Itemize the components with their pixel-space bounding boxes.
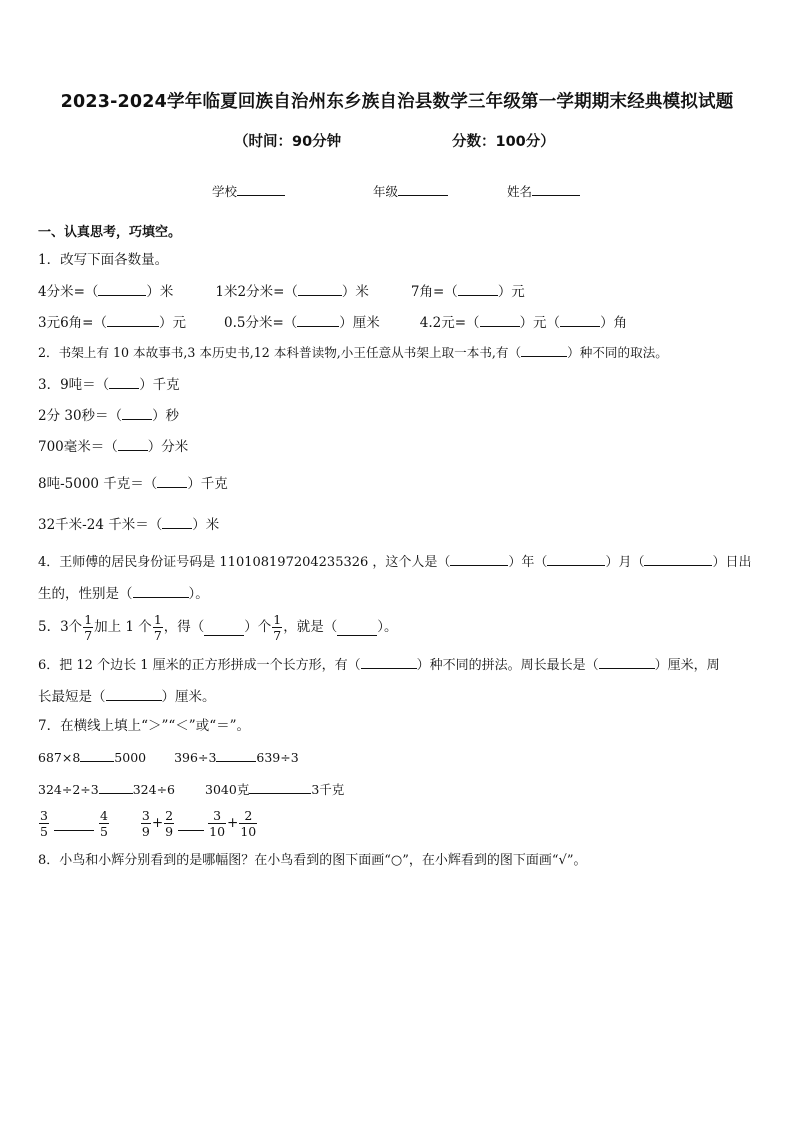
answer-blank[interactable] bbox=[547, 552, 605, 566]
page-title: 2023-2024学年临夏回族自治州东乡族自治县数学三年级第一学期期末经典模拟试题 bbox=[60, 92, 734, 112]
q1-r2-text: ）厘米 bbox=[339, 315, 380, 331]
answer-blank[interactable] bbox=[106, 687, 162, 701]
q1-row2 bbox=[38, 313, 758, 332]
q1-r2-text: 3元6角=（ bbox=[38, 315, 107, 331]
q1-r1-text: 1米2分米=（ bbox=[215, 284, 298, 300]
answer-blank[interactable] bbox=[521, 343, 567, 357]
answer-blank[interactable] bbox=[109, 375, 139, 389]
answer-blank[interactable] bbox=[297, 313, 339, 327]
compare-blank[interactable] bbox=[216, 748, 256, 762]
fraction: $\frac{3}{5}$ bbox=[40, 807, 48, 839]
q6-text: 长最短是（ bbox=[38, 689, 106, 705]
q6-text: ）种不同的拼法。周长最长是（ bbox=[416, 658, 599, 673]
q7-expr: 3千克 bbox=[311, 782, 345, 797]
compare-blank[interactable] bbox=[80, 748, 114, 762]
q1-r2-text: 4.2元=（ bbox=[419, 315, 480, 331]
q7-expr: 324÷6 bbox=[132, 782, 176, 797]
q5 bbox=[38, 607, 758, 647]
answer-blank[interactable] bbox=[133, 584, 189, 598]
school-label: 学校 bbox=[212, 184, 238, 199]
name-label: 姓名 bbox=[507, 184, 533, 199]
answer-blank[interactable] bbox=[157, 474, 187, 488]
fraction: $\frac{2}{10}$ bbox=[240, 807, 257, 839]
q3-text: ）秒 bbox=[152, 408, 180, 424]
q7-expr: 396÷3 bbox=[174, 750, 217, 765]
school-field bbox=[212, 182, 285, 200]
q4-text: ）日出 bbox=[712, 555, 752, 570]
exam-time: （时间：90分钟 bbox=[234, 134, 342, 150]
q7-row1 bbox=[38, 748, 758, 767]
q5-text: ）。 bbox=[377, 619, 398, 635]
plus-sign: + bbox=[227, 815, 239, 831]
q4-line2 bbox=[38, 584, 758, 603]
q6-text: ）厘米，周 bbox=[654, 658, 720, 673]
name-field bbox=[507, 182, 580, 200]
fraction: $\frac{1}{7}$ bbox=[273, 611, 282, 643]
q8: 8．小鸟和小辉分别看到的是哪幅图？在小鸟看到的图下面画“○”，在小辉看到的图下面画“√”。 bbox=[38, 853, 587, 868]
q6-text: ）厘米。 bbox=[161, 689, 216, 705]
fraction: $\frac{4}{5}$ bbox=[99, 807, 108, 839]
answer-blank[interactable] bbox=[599, 655, 655, 669]
q1-r1-text: ）米 bbox=[341, 284, 369, 300]
name-blank[interactable] bbox=[532, 182, 580, 196]
q3-text: 700毫米＝（ bbox=[38, 439, 118, 455]
q5-text: 5．3个 bbox=[38, 619, 83, 635]
answer-blank[interactable] bbox=[298, 282, 342, 296]
q3-line bbox=[38, 474, 758, 493]
q1-r1-text: 4分米=（ bbox=[38, 284, 99, 300]
fraction: $\frac{2}{9}$ bbox=[165, 807, 174, 839]
q1-r2-text: ）元（ bbox=[519, 315, 561, 331]
plus-sign: + bbox=[151, 815, 164, 831]
compare-blank[interactable] bbox=[54, 830, 94, 831]
fraction: $\frac{1}{7}$ bbox=[153, 611, 162, 643]
q6-text: 6．把 12 个边长 1 厘米的正方形拼成一个长方形，有（ bbox=[38, 658, 361, 673]
school-blank[interactable] bbox=[237, 182, 285, 196]
compare-blank[interactable] bbox=[178, 830, 204, 831]
q5-text: ）个 bbox=[244, 619, 272, 635]
answer-blank[interactable] bbox=[98, 282, 146, 296]
answer-blank[interactable] bbox=[122, 406, 152, 420]
answer-blank[interactable] bbox=[644, 552, 712, 566]
q3-text: ）千克 bbox=[139, 377, 180, 393]
q3-line bbox=[38, 406, 758, 425]
q1-row1 bbox=[38, 282, 758, 301]
q3-line bbox=[38, 437, 758, 456]
q3-line bbox=[38, 515, 758, 534]
q3-line bbox=[38, 375, 758, 394]
q7-intro: 7．在横线上填上“＞”“＜”或“＝”。 bbox=[38, 718, 250, 734]
q4-text: ）月（ bbox=[605, 555, 645, 570]
answer-blank[interactable] bbox=[118, 437, 148, 451]
q6-line1 bbox=[38, 655, 758, 675]
q7-expr: 5000 bbox=[114, 750, 147, 765]
q7-row3 bbox=[38, 803, 758, 843]
answer-blank[interactable] bbox=[480, 313, 520, 327]
q7-expr: 3040克 bbox=[205, 782, 250, 797]
answer-blank[interactable] bbox=[450, 552, 508, 566]
q5-text: 加上 1 个 bbox=[94, 619, 152, 635]
grade-label: 年级 bbox=[373, 184, 399, 199]
q1-intro: 1．改写下面各数量。 bbox=[38, 252, 169, 268]
grade-field bbox=[373, 182, 448, 200]
section-title: 一、认真思考，巧填空。 bbox=[38, 225, 182, 240]
q6-line2 bbox=[38, 687, 758, 706]
q2 bbox=[38, 343, 758, 362]
q3-text: ）分米 bbox=[147, 439, 189, 455]
q7-expr: 324÷2÷3 bbox=[38, 782, 99, 797]
q3-text: 8吨-5000 千克＝（ bbox=[38, 476, 158, 492]
q3-text: 32千米-24 千米＝（ bbox=[38, 517, 163, 533]
answer-blank[interactable] bbox=[162, 515, 192, 529]
q5-text: ，得（ bbox=[163, 619, 205, 635]
q1-r1-text: ）米 bbox=[146, 284, 174, 300]
grade-blank[interactable] bbox=[398, 182, 448, 196]
q3-text: 2分 30秒＝（ bbox=[38, 408, 123, 424]
fraction: $\frac{1}{7}$ bbox=[84, 611, 93, 643]
q7-row2 bbox=[38, 780, 758, 799]
q1-r2-text: ）元 bbox=[159, 315, 186, 331]
q1-r2-text: ）角 bbox=[600, 315, 628, 331]
q3-text: ）千克 bbox=[187, 476, 228, 492]
answer-blank[interactable] bbox=[361, 655, 417, 669]
answer-blank[interactable] bbox=[337, 622, 377, 636]
q2-text: ）种不同的取法。 bbox=[567, 345, 668, 360]
q3-text: ）米 bbox=[192, 517, 220, 533]
q2-text: 2．书架上有 10 本故事书,3 本历史书,12 本科普读物,小王任意从书架上取一本书,有（ bbox=[38, 345, 522, 360]
q3-text: 3．9吨＝（ bbox=[38, 377, 110, 393]
compare-blank[interactable] bbox=[99, 780, 133, 794]
answer-blank[interactable] bbox=[204, 622, 244, 636]
fraction: $\frac{3}{9}$ bbox=[141, 807, 150, 839]
q4-text: ）。 bbox=[188, 586, 209, 602]
q7-expr: 687×8 bbox=[38, 750, 81, 765]
q4-text: 生的，性别是（ bbox=[38, 586, 133, 602]
q4-text: 4．王师傅的居民身份证号码是 110108197204235326 ，这个人是（ bbox=[38, 555, 451, 570]
q1-r1-text: ）元 bbox=[497, 284, 525, 300]
answer-blank[interactable] bbox=[458, 282, 498, 296]
compare-blank[interactable] bbox=[249, 780, 311, 794]
q7-expr: 639÷3 bbox=[256, 750, 299, 765]
q1-r2-text: 0.5分米=（ bbox=[224, 315, 298, 331]
exam-score: 分数：100分） bbox=[452, 134, 555, 150]
q4-line1 bbox=[38, 552, 758, 572]
answer-blank[interactable] bbox=[107, 313, 159, 327]
fraction: $\frac{3}{10}$ bbox=[209, 807, 226, 839]
q4-text: ）年（ bbox=[508, 555, 548, 570]
q5-text: ，就是（ bbox=[283, 619, 338, 635]
q1-r1-text: 7角=（ bbox=[410, 284, 458, 300]
answer-blank[interactable] bbox=[560, 313, 600, 327]
